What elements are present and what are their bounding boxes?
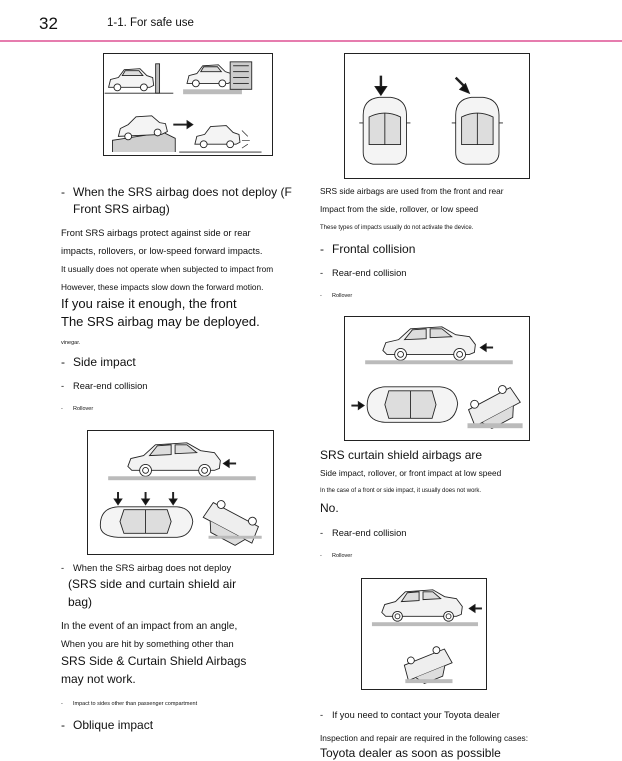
paragraph-side-airbag-line2: Impact from the side, rollover, or low speed bbox=[320, 204, 479, 214]
paragraph-front-line4: However, these impacts slow down the forward motion. bbox=[61, 282, 264, 292]
list-item-rear-end: - Rear-end collision bbox=[61, 381, 148, 391]
paragraph-front-line2: impacts, rollovers, or low-speed forward impacts. bbox=[61, 246, 263, 256]
list-item-label: Rollover bbox=[73, 406, 94, 412]
list-item-non-compartment-impact: - Impact to sides other than passenger compartment bbox=[61, 701, 198, 707]
figure-side-airbag-impacts-drawing bbox=[88, 431, 273, 554]
list-item-rear-end-collision-2: - Rear-end collision bbox=[320, 528, 407, 538]
figure-side-airbag-impacts bbox=[87, 430, 274, 555]
paragraph-side-airbag-line1: SRS side airbags are used from the front and rear bbox=[320, 186, 504, 196]
caption-side-airbag-line1: - When the SRS airbag does not deploy bbox=[61, 563, 232, 573]
list-item-frontal-collision: - Frontal collision bbox=[320, 242, 416, 256]
paragraph-front-line6: The SRS airbag may be deployed. bbox=[61, 314, 260, 329]
figure-curtain-airbag-impacts-drawing bbox=[345, 317, 529, 440]
paragraph-dealer-line1: Inspection and repair are required in the following cases: bbox=[320, 733, 529, 743]
caption-text: When the SRS airbag does not deploy bbox=[73, 563, 232, 573]
figure-oblique-impacts bbox=[344, 53, 530, 179]
paragraph-side-line1: In the event of an impact from an angle, bbox=[61, 621, 238, 632]
paragraph-front-line3: It usually does not operate when subjected to impact from bbox=[61, 264, 274, 274]
small-note: vinegar. bbox=[61, 340, 81, 346]
list-item-rollover: - Rollover bbox=[61, 406, 94, 412]
figure-front-airbag-nondeploy bbox=[103, 53, 273, 156]
caption-contact-dealer: - If you need to contact your Toyota dealer bbox=[320, 710, 500, 720]
list-item-label: Frontal collision bbox=[332, 242, 416, 256]
caption-side-airbag-line2: (SRS side and curtain shield air bbox=[68, 577, 237, 591]
paragraph-curtain-line2: Side impact, rollover, or front impact at low speed bbox=[320, 468, 502, 478]
list-item-label: Rear-end collision bbox=[73, 381, 148, 391]
paragraph-side-line4: may not work. bbox=[61, 672, 136, 686]
paragraph-side-line3: SRS Side & Curtain Shield Airbags bbox=[61, 654, 247, 668]
section-title: 1-1. For safe use bbox=[107, 17, 194, 29]
paragraph-side-airbag-line3: These types of impacts usually do not activate the device. bbox=[320, 225, 474, 231]
list-item-label: Rollover bbox=[332, 293, 353, 299]
caption-side-airbag-line3: bag) bbox=[68, 595, 93, 609]
paragraph-curtain-line1: SRS curtain shield airbags are bbox=[320, 448, 483, 462]
caption-text: If you need to contact your Toyota dealer bbox=[332, 710, 500, 720]
list-item-label: Rear-end collision bbox=[332, 268, 407, 278]
figure-front-airbag-nondeploy-drawing bbox=[104, 54, 272, 155]
list-item-side-impact: - Side impact bbox=[61, 355, 136, 369]
paragraph-curtain-line3: In the case of a front or side impact, it usually does not work. bbox=[320, 488, 482, 494]
header-divider bbox=[0, 40, 622, 42]
figure-oblique-impacts-drawing bbox=[345, 54, 529, 178]
paragraph-front-line1: Front SRS airbags protect against side or rear bbox=[61, 228, 251, 238]
list-item-oblique-impact: - Oblique impact bbox=[61, 718, 154, 732]
list-item-label: Oblique impact bbox=[73, 718, 154, 732]
list-item-rollover: - Rollover bbox=[320, 293, 353, 299]
paragraph-curtain-line4: No. bbox=[320, 501, 339, 515]
list-item-label: Side impact bbox=[73, 355, 136, 369]
caption-text: When the SRS airbag does not deploy (F bbox=[73, 185, 292, 199]
figure-curtain-airbag-impacts bbox=[344, 316, 530, 441]
list-item-rear-end-collision: - Rear-end collision bbox=[320, 268, 407, 278]
list-item-label: Rear-end collision bbox=[332, 528, 407, 538]
figure-rear-rollover-drawing bbox=[362, 579, 486, 689]
caption-front-airbag-line1: - When the SRS airbag does not deploy (F bbox=[61, 185, 292, 199]
page-number: 32 bbox=[39, 14, 58, 33]
figure-rear-rollover bbox=[361, 578, 487, 690]
paragraph-front-line5: If you raise it enough, the front bbox=[61, 296, 237, 311]
list-item-label: Rollover bbox=[332, 553, 353, 559]
paragraph-dealer-line2: Toyota dealer as soon as possible bbox=[320, 746, 501, 760]
list-item-label: Impact to sides other than passenger compartment bbox=[73, 701, 198, 707]
paragraph-side-line2: When you are hit by something other than bbox=[61, 639, 234, 649]
list-item-rollover-2: - Rollover bbox=[320, 553, 353, 559]
caption-front-airbag-line2: Front SRS airbag) bbox=[73, 202, 170, 216]
